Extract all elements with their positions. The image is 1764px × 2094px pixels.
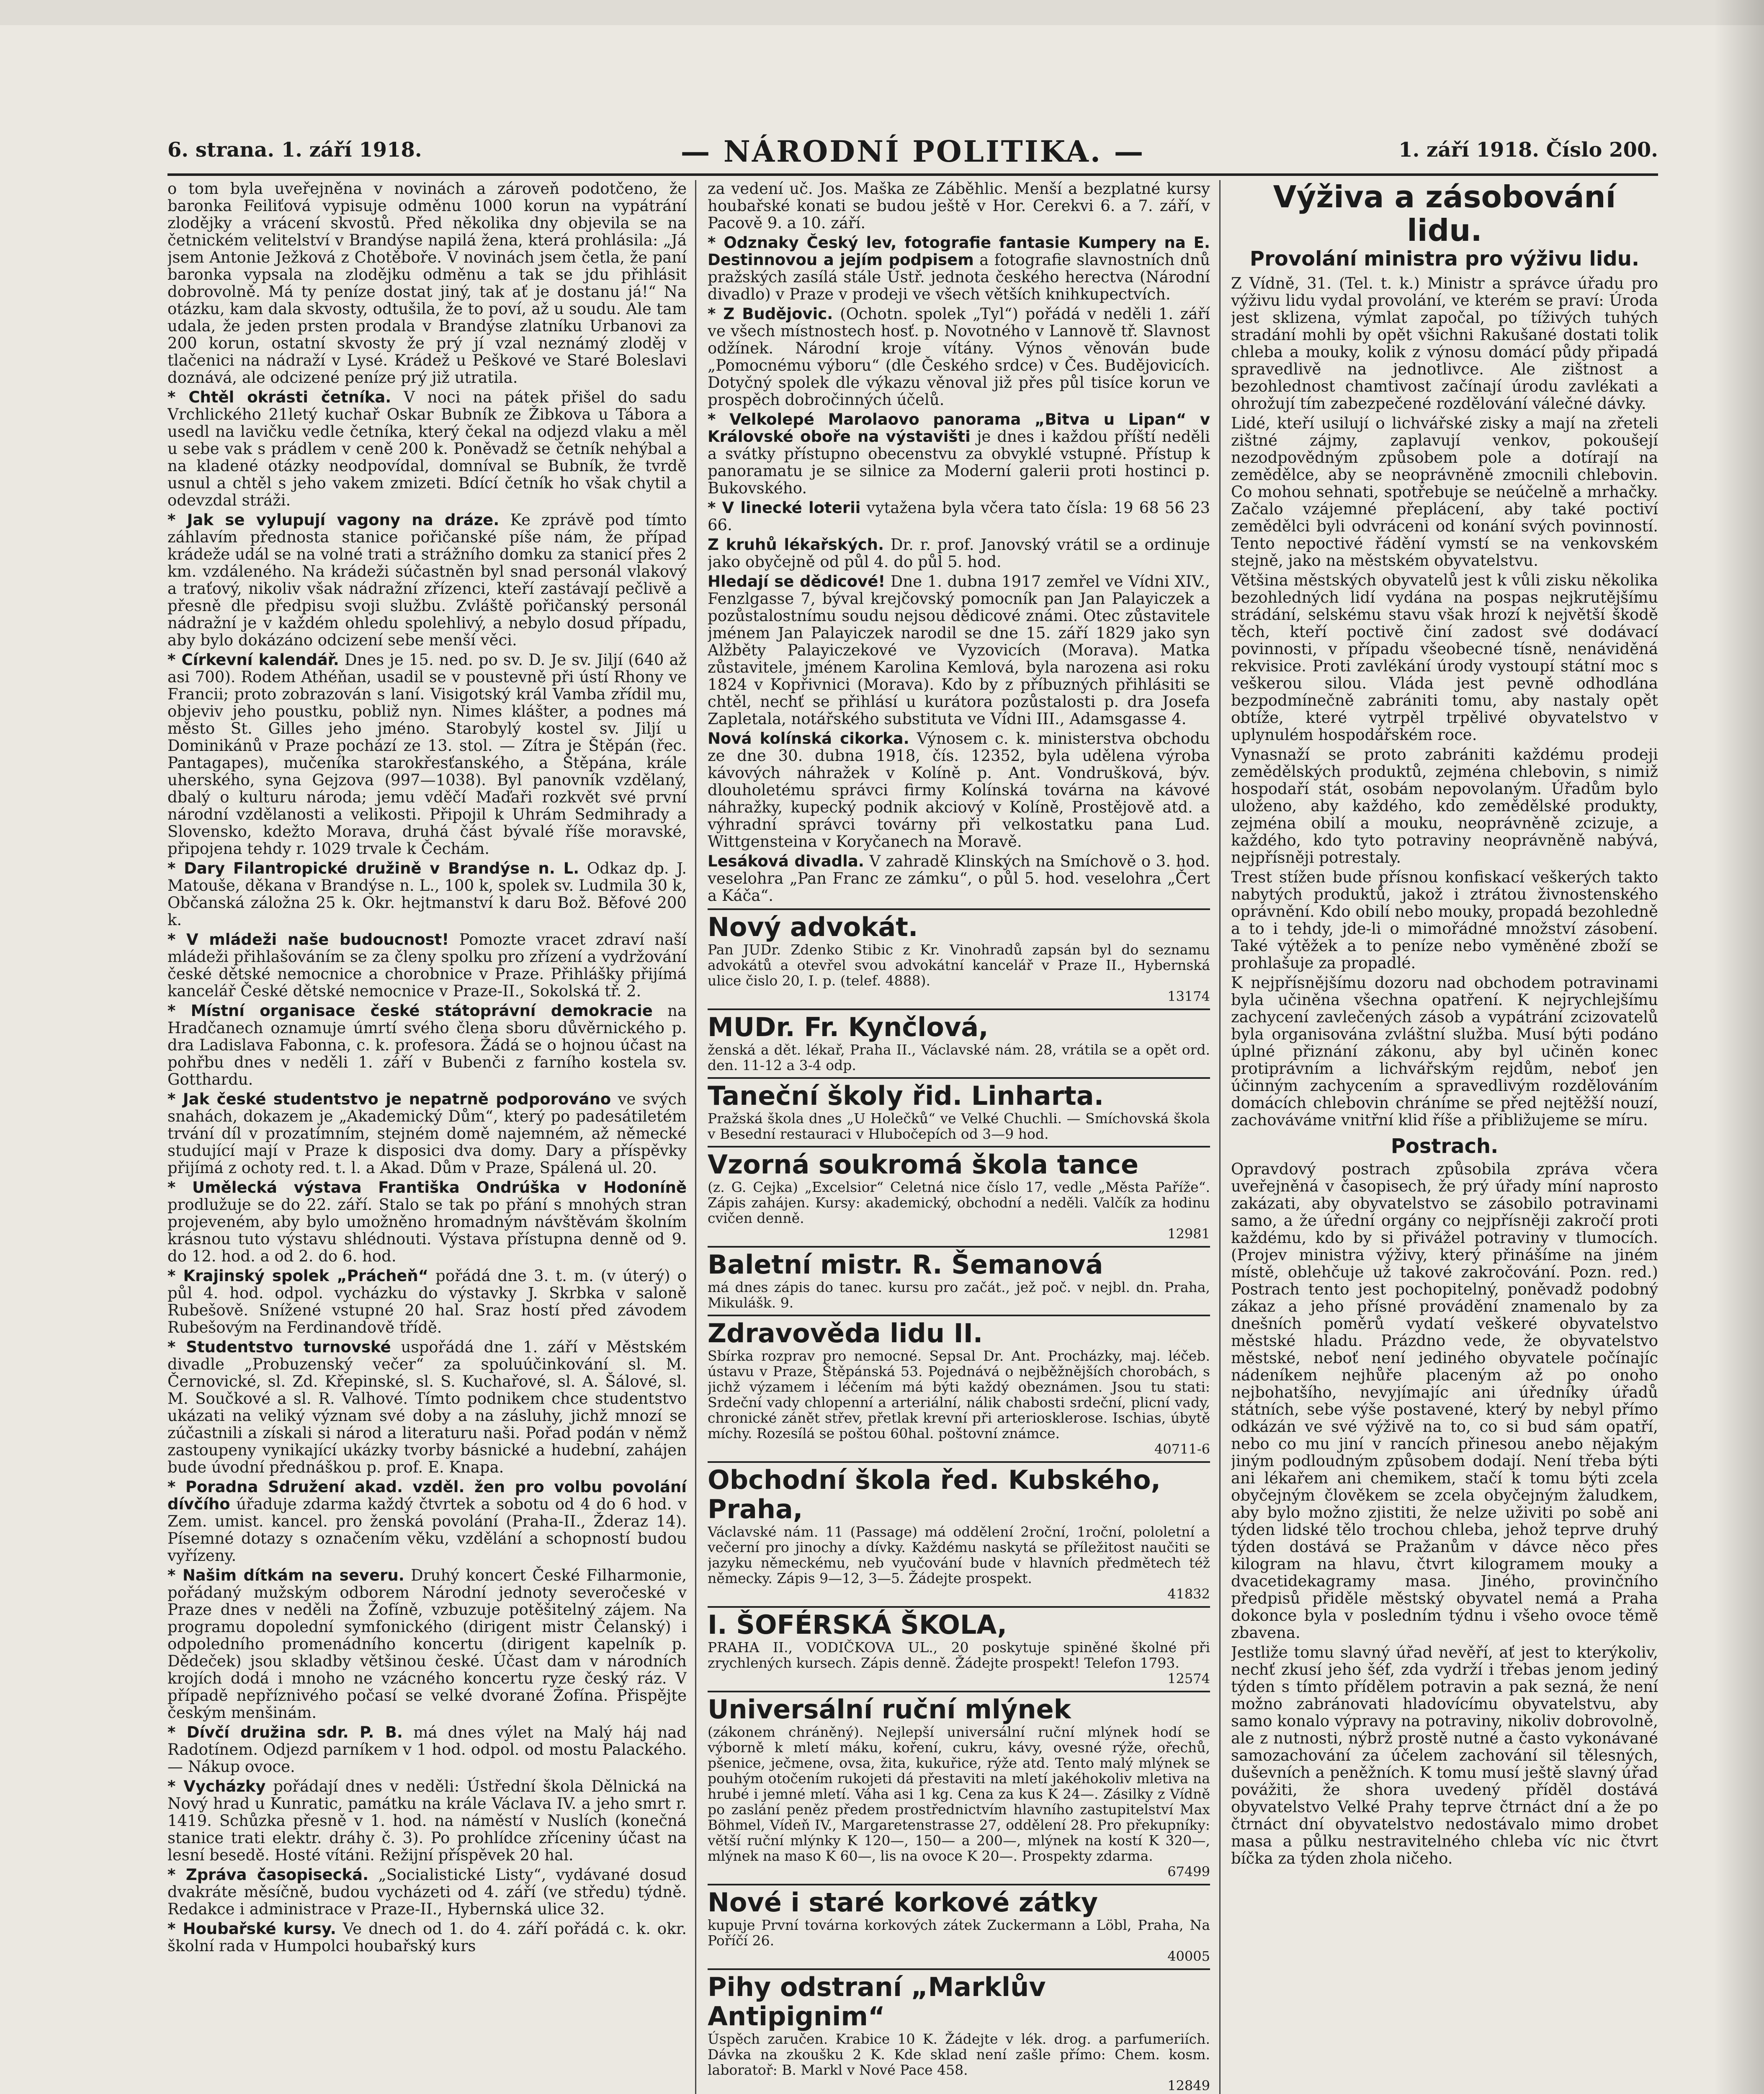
- news-item-text: vytažena byla včera tato čísla: 19 68 56 23 66.: [708, 499, 1210, 534]
- ad-text: Pražská škola dnes „U Holečků“ ve Velké Chuchli. — Smíchovská škola v Besední restauraci v Hlubočepích od 3—9 hod.: [708, 1110, 1210, 1142]
- article-paragraph: Z Vídně, 31. (Tel. t. k.) Ministr a správce úřadu pro výživu lidu vydal provolání, ve kterém se praví: Úroda jest sklizena, výmlat započal, po tíživých tuhých stradání mohli by opět všichni Rakušané dostati tolik chleba a mouky, kolik z výnosu domácí půdy připadá spravedlivě na jednotlivce. Ale zištnost a bezohlednost chamtivost začínají úrodu zavlékati a ohrožují tím zabezpečené rozdělování válečné dávky.: [1231, 274, 1658, 413]
- scan-border: [0, 0, 1764, 25]
- ad-heading: Pihy odstraní „Marklův Antipignim“: [708, 1972, 1046, 2032]
- news-item: [708, 411, 1210, 497]
- news-item: [167, 511, 687, 649]
- news-item-heading: * Dary Filantropické družině v Brandýse n. L.: [167, 859, 579, 877]
- column-rule: [1219, 180, 1221, 2094]
- news-item-heading: Hledají se dědicové!: [708, 572, 886, 591]
- page-number-date: 6. strana. 1. září 1918.: [167, 138, 422, 162]
- news-item-heading: * Z Budějovic.: [708, 305, 833, 323]
- news-item: [167, 1267, 687, 1336]
- advertisement: [708, 1315, 1210, 1457]
- column-food-supply: [1231, 180, 1658, 2094]
- news-item-text: Dnes je 15. ned. po sv. D. Je sv. Jiljí (640 až asi 700). Rodem Athéňan, usadil se v poustevně při ústí Rhony ve Francii; proto zobrazován s laní. Visigotský král Vamba zřídil mu, objeviv jeho poustku, pobliž nyn. Nimes klášter, a podnes má město St. Gilles jeho jméno. Starobylý kostel sv. Jiljí u Dominikánů v Praze pochází ze 13. stol. — Zítra je Štěpán (řec. Pantagapes), mučeníka starokřesťanského, a Štěpána, krále uherského, syna Gejzova (997—1038). Byl panovník vzdělaný, dbalý o kulturu národa; jemu vděčí Maďaři rozkvět své první národní vzdělanosti a velikosti. Připojil k Uhrám Sedmihrady a Slovensko, kdežto Morava, druhá část bývalé říše moravské, připojena tehdy r. 1029 trvale k Čechám.: [167, 651, 687, 858]
- news-item: [167, 1091, 687, 1176]
- news-item-text: za vedení uč. Jos. Maška ze Záběhlic. Menší a bezplatné kursy houbařské konati se budou ještě v Hor. Cerekvi 6. a 7. září, v Pacově 9. a 10. září.: [708, 180, 1210, 232]
- news-item-heading: * V mládeži naše budoucnost!: [167, 931, 449, 949]
- ad-text: ženská a dět. lékař, Praha II., Václavské nám. 28, vrátila se a opět ord. den. 11-12 a 3-4 odp.: [708, 1042, 1210, 1073]
- advertisement: [708, 1146, 1210, 1242]
- news-item: [167, 180, 687, 386]
- news-item-text: pořádají dnes v neděli: Ústřední škola Dělnická na Nový hrad u Kunratic, památku na krále Václava IV. a jeho smrt r. 1419. Schůzka přesně v 1. hod. na náměstí v Nuslích (konečná stanice trati elektr. dráhy č. 3). Po prohlídce zříceniny účast na lesní besedě. Hosté vítáni. Režijní příspěvek 20 hal.: [167, 1777, 687, 1864]
- article-paragraph: Opravdový postrach způsobila zpráva včera uveřejněná v časopisech, že prý úřady míní naprosto zakázati, aby obyvatelstvo se zásobilo potravinami samo, a že úřední orgány co nejpřísněji zakročí proti každému, kdo by si přivážel potraviny v tlumocích. (Projev ministra výživy, který přinášíme na jiném místě, oblehčuje už takové zakročování. Pozn. red.) Postrach tento jest pochopitelný, poněvadž podobný zákaz a jeho přísné provádění znamenalo by za dnešních poměrů vydatí veškeré obyvatelstvo městské hladu. Prázdno vede, že obyvatelstvo městské, neboť není jediného obyvatele počínajíc nádeníkem nejhůře placeným až po onoho nejbohatšího, nevyjímajíc ani úředníky úřadů státních, sebe výše postavené, který by nebyl přímo odkázán ve své výživě na to, co si bud sám opatří, nebo co mu jiní v rancích přinesou anebo nějakým jiným podloudným způsobem dodají. Není třeba býti ani lékařem ani chemikem, stačí k tomu býti zcela obyčejným člověkem se zcela obyčejným žaludkem, aby bylo možno zjistiti, že nelze uživiti po sobě ani týden lidské tělo trochou chleba, jehož teprve druhý týden dostává se Pražanům v dávce něco přes kilogram na hlavu, čtvrt kilogramem mouky a dvacetidekagramy masa. Jiného, provinčního předpisů přiděle městský obyvatel nemá a Praha dokonce byla v posledním týdnu i všeho ovoce těmě zbavena.: [1231, 1160, 1658, 1642]
- news-item-text: Dr. r. prof. Janovský vrátil se a ordinuje jako obyčejně od půl 4. do půl 5. hod.: [708, 536, 1210, 571]
- news-item-text: Pomozte vracet zdraví naší mládeži přihlašováním se za členy spolku pro zřízení a vydržování české dětské nemocnice a chorobnice v Praze. Přihlášky přijímá kancelář České dětské nemocnice v Praze-II., Sokolská tř. 2.: [167, 931, 687, 1000]
- news-item-text: uspořádá dne 1. září v Městském divadle „Probuzenský večer“ za spoluúčinkování sl. M. Černovické, sl. Zd. Křepinské, sl. S. Kuchařové, sl. A. Šálové, sl. M. Součkové a sl. R. Valhové. Tímto podnikem chce studentstvo ukázati na veliký význam své doby a na zásluhy, jichž mnozí se zúčastnili a získali si národ a literaturu naši. Pořad podán v němž zastoupeny vynikající ukázky tvorby básnické a hudební, zahájen bude úvodní přednáškou p. prof. E. Knapa.: [167, 1338, 687, 1476]
- news-item-text: V noci na pátek přišel do sadu Vrchlického 21letý kuchař Oskar Bubník ze Žibkova u Tábora a usedl na lavičku vedle četníka, který čekal na odjezd vlaku a měl u sebe vak s prádlem v ceně 200 k. Poněvadž se četník nehýbal a na kladené otázky neodpovídal, domníval se Bubník, že tvrdě usnul a chtěl s jeho vakem zmizeti. Bdící četník ho však chytil a odevzdal stráži.: [167, 388, 687, 509]
- ad-heading: MUDr. Fr. Kynčlová,: [708, 1012, 989, 1042]
- advertisement: [708, 1008, 1210, 1073]
- ad-text: Václavské nám. 11 (Passage) má oddělení 2roční, 1roční, pololetní a večerní pro jinochy a dívky. Každému naskytá se příležitost naučiti se jazyku německému, neb vyučování bude v hlavních předmětech též německy. Zápis 9—12, 3—5. Žádejte prospekt.: [708, 1524, 1210, 1586]
- ad-heading: Zdravověda lidu II.: [708, 1318, 983, 1349]
- news-item: [167, 1866, 687, 1918]
- advertisement: [708, 1884, 1210, 1964]
- news-item: [708, 180, 1210, 232]
- article-paragraph: Lidé, kteří usilují o lichvářské zisky a mají na zřeteli zištné zájmy, zaplavují venkov, pokoušejí nezodpovědným způsobem pole a dotírají na zemědělce, aby se neoprávněně zmocnili chlebovin. Co mohou sehnati, spotřebuje se neúčelně a mrhačky. Začalo vzájemné přeplácení, aby také poctiví zemědělci byli odvráceni od konání svých povinností. Tento nepoctivé řádění vymstí se na venkovském stejně, jako na městském obyvatelstvu.: [1231, 414, 1658, 570]
- news-item-text: (Ochotn. spolek „Tyl“) pořádá v neděli 1. září ve všech místnostech hosť. p. Novotného v Lannově tř. Slavnost odžínek. Národní kroje vítány. Výnos věnován bude „Pomocnému výboru“ (dle Českého srdce) v Čes. Budějovicích. Dotyčný spolek dle výkazu věnoval již přes půl tisíce korun ve prospěch dobročinných účelů.: [708, 305, 1210, 409]
- news-item-heading: * Chtěl okrásti četníka.: [167, 388, 391, 406]
- ad-text: Pan JUDr. Zdenko Stibic z Kr. Vinohradů zapsán byl do seznamu advokátů a otevřel svou advokátní kancelář v Praze II., Hybernská ulice čislo 20, I. p. (telef. 4888).: [708, 941, 1210, 989]
- news-item: [167, 651, 687, 857]
- news-item-heading: * Poradna Sdružení akad. vzděl. žen pro volbu povolání dívčího: [167, 1478, 687, 1513]
- ad-heading: Nové i staré korkové zátky: [708, 1887, 1098, 1918]
- advertisement: [708, 1968, 1210, 2094]
- news-item-text: o tom byla uveřejněna v novinách a zároveň podotčeno, že baronka Feiliťová vypisuje odměnu 1000 korun na vypátrání zlodějky a vrácení skvostů. Před několika dny objevila se na četnickém velitelství v Brandýse napilá žena, která prohlásila: „Já jsem Antonie Ježková z Chotěboře. V novinách jsem četla, že paní baronka vypsala na zlodějku odměnu a tak se jdu přihlásit dobrovolně. Má ty peníze dostat jiný, tak ať je dostanu já!“ Na otázku, kam dala skvosty, odtušila, že to poví, až u soudu. Ale tam udala, že jeden prsten prodala v Brandýse zlatníku Urbanovi za 200 korun, ostatní skvosty že prý jí vzal neznámý zloděj v tlačenici na nádraží v Lysé. Krádež u Peškové ve Staré Boleslavi doznává, ale odcizené peníze prý již utratila.: [167, 180, 687, 387]
- news-item: [167, 860, 687, 928]
- news-item-text: Odkaz dp. J. Matouše, děkana v Brandýse n. L., 100 k, spolek sv. Ludmila 30 k, Občanská záložna 25 k. Okr. hejtmanství k daru Bož. Běfové 200 k.: [167, 859, 687, 929]
- article-paragraph: Trest stížen bude přísnou konfiskací veškerých takto nabytých produktů, jakož i ztrátou živnostenského oprávnění. Kdo obilí nebo mouky, propadá bezohledně a to i tehdy, jde-li o mimořádné množství zásobení. Také výtěžek a to peníze nebo vyměněné zboží se prohlašuje za propadlé.: [1231, 868, 1658, 972]
- news-item: [167, 931, 687, 1000]
- masthead-rule: [167, 173, 1658, 176]
- masthead: [167, 134, 1658, 174]
- news-item: [167, 1724, 687, 1775]
- news-item: [167, 1338, 687, 1476]
- ad-number: 13174: [1167, 988, 1210, 1004]
- ad-text: (z. G. Cejka) „Excelsior“ Celetná nice číslo 17, vedle „Města Paříže“. Zápis zahájen. Kursy: akademický, obchodní a neděli. Valčík za hodinu cvičen denně.: [708, 1179, 1210, 1226]
- news-item: [167, 1920, 687, 1955]
- news-item-text: Výnosem c. k. ministerstva obchodu ze dne 30. dubna 1918, čís. 12352, byla udělena výroba kávových náhražek v Kolíně p. Ant. Vondrušková, býv. dlouholetému správci firmy Kolínská továrna na kávové náhražky, kupecký podnik akciový v Kolíně, Prostějově atd. a výhradní správci továrny při velkostatku pana Lud. Wittgensteina v Koryčanech na Moravě.: [708, 730, 1210, 851]
- ad-number: 12981: [1167, 1226, 1210, 1242]
- news-item-text: Druhý koncert České Filharmonie, pořádaný mužským odborem Národní jednoty severočeské v Praze dnes v neděli na Žofíně, vzbuzuje potěšitelný zájem. Na programu dopolední symfonického (dirigent mistr Čelanský) i odpoledního promenádního koncertu (dirigent kapelník p. Dědeček) jsou skladby většinou české. Účast dam v národních krojích dodá i mnoho ne vzácného koncertu ryze český ráz. V případě nepříznivého počasí se velké dvorané Žofína. Přispějte českým menšinám.: [167, 1566, 687, 1722]
- news-item-heading: * Umělecká výstava Františka Ondrúška v Hodoníně: [167, 1179, 687, 1197]
- news-item: [167, 1002, 687, 1088]
- ad-number: 12574: [1167, 1671, 1210, 1687]
- issue-date-number: 1. září 1918. Číslo 200.: [1398, 138, 1658, 162]
- ad-number: 41832: [1167, 1586, 1210, 1602]
- news-item: [708, 573, 1210, 727]
- ad-text: (zákonem chráněný). Nejlepší universální ruční mlýnek hodí se výborně k mletí máku, koření, cukru, kávy, ovesné rýže, ořechů, pšenice, ječmene, ovsa, žita, kukuřice, rýže atd. Tento malý mlýnek se pouhým otočením rukojeti dá přestaviti na mletí jakéhokoliv mletiva na hrubé i jemné mletí. Váha asi 1 kg. Cena za kus K 24—. Zásilky z Vídně po zaslání peněz předem prostřednictvím hlavního zastupitelství Max Böhmel, Vídeň IV., Margaretenstrasse 27, oddělení 28. Pro překupníky: větší ruční mlýnky K 120—, 150— a 200—, mlýnek na kostí K 320—, mlýnek na maso K 60—, lis na ovoce K 20—. Prospekty zdarma.: [708, 1724, 1210, 1864]
- news-item-heading: * Odznaky Český lev, fotografie fantasie Kumpery na E. Destinnovou a jejím podpisem: [708, 234, 1210, 269]
- news-item-heading: Nová kolínská cikorka.: [708, 730, 909, 748]
- news-item-text: V zahradě Klinských na Smíchově o 3. hod. veselohra „Pan Franc ze zámku“, o půl 5. hod. veselohra „Čert a Káča“.: [708, 852, 1210, 905]
- news-item: [167, 1567, 687, 1721]
- news-item-heading: * V linecké loterii: [708, 499, 861, 517]
- news-item-text: Ke zprávě pod tímto záhlavím přednosta stanice pořičanské píše nám, že případ krádeže udál se na volné trati a strážního domku za stanicí přes 2 km. vzdáleného. Na krádeži súčastněn byl snad personál vlakový a traťový, nikoliv však nádražní zřízenci, kteří zastávají pečlivě a přesně dle předpisu svoji službu. Zvláště pořičanský personál nádražní je v každém ohledu spolehlivý, a nebylo dosud případu, aby bylo dokázáno odcizení sebe menší věci.: [167, 511, 687, 649]
- news-item-heading: * Vycházky: [167, 1777, 266, 1795]
- news-item-heading: * Zpráva časopisecká.: [167, 1866, 369, 1884]
- newspaper-title: — NÁRODNÍ POLITIKA. —: [680, 134, 1145, 169]
- news-item-text: prodlužuje se do 22. září. Stalo se tak po přání s mnohých stran projeveném, aby bylo umožněno hromadným návštěvám školním krásnou tuto výstavu shlédnouti. Výstava přístupna denně od 9. do 12. hod. a od 2. do 6. hod.: [167, 1196, 687, 1265]
- news-item-text: pořádá dne 3. t. m. (v úterý) o půl 4. hod. odpol. vycházku do výstavky J. Skrbka v saloně Rubešově. Snížené vstupné 20 hal. Sraz hostí před závodem Rubešovým na Ferdinandově třídě.: [167, 1267, 687, 1336]
- ad-text: má dnes zápis do tanec. kursu pro začát., jež poč. v nejbl. dn. Praha, Mikulášk. 9.: [708, 1279, 1210, 1311]
- news-item-text: úřaduje zdarma každý čtvrtek a sobotu od 4 do 6 hod. v Zem. umist. kancel. pro ženská povolání (Praha-II., Žderaz 14). Písemné dotazy s označením věku, vzdělání a schopností budou vyřízeny.: [167, 1495, 687, 1565]
- news-item-heading: * Našim dítkám na severu.: [167, 1566, 404, 1584]
- news-item: [708, 305, 1210, 408]
- news-item-heading: Lesáková divadla.: [708, 852, 864, 870]
- news-item-text: má dnes výlet na Malý háj nad Radotínem. Odjezd parníkem v 1 hod. odpol. od mostu Palackého. — Nákup ovoce.: [167, 1723, 687, 1776]
- news-item: [708, 730, 1210, 850]
- ad-text: Sbírka rozprav pro nemocné. Sepsal Dr. Ant. Procházky, maj. léčeb. ústavu v Praze, Štěpánská 53. Pojednává o nejběžnějších chorobách, s jichž výzamem i léčením má býti každý obeznámen. Jsou tu stati: Srdeční vady chlopenní a arteriální, nálik chabosti srdeční, plicní vady, chronické zánět střev, přetlak krevní při arteriosklerose. Ischias, úbytě míchy. Rozesílá se poštou 60hal. poštovní známce.: [708, 1348, 1210, 1442]
- news-item: [167, 1778, 687, 1864]
- ad-heading: Universální ruční mlýnek: [708, 1694, 1071, 1725]
- news-item-text: ve svých snahách, dokazem je „Akademický Dům“, který po padesátiletém trvání díl v prozatímním, stejném domě najemném, až německé studující mají v Praze k disposici dva domy. Dary a příspěvky přijímá z ochoty red. t. l. a Akad. Dům v Praze, Spálená ul. 20.: [167, 1090, 687, 1177]
- advertisement: [708, 1461, 1210, 1602]
- article-paragraph: Většina městských obyvatelů jest k vůli zisku několika bezohledných lidí vydána na pospas nejkrutějšímu strádání, selskému stavu však hrozí k největší škodě těch, kteří poctivě činí zadost své dodávací povinnosti, v případu všeobecné tísně, nenáviděná rekvisice. Proti zavlékání úrody vystoupí státní moc s veškerou silou. Vláda jest pevně odhodlána bezpodmínečně zabrániti tomu, aby nastaly opět obtíže, které vytrpěl trpělivé obyvatelstvo v uplynulém hospodářském roce.: [1231, 571, 1658, 744]
- advertisement: [708, 1691, 1210, 1880]
- news-item-heading: * Místní organisace české státoprávní demokracie: [167, 1002, 653, 1020]
- ad-text: PRAHA II., VODIČKOVA UL., 20 poskytuje spiněné školné při zrychlených kursech. Zápis denně. Žádejte prospekt! Telefon 1793.: [708, 1639, 1210, 1671]
- news-item-text: Ve dnech od 1. do 4. září pořádá c. k. okr. školní rada v Humpolci houbařský kurs: [167, 1920, 687, 1955]
- column-rule: [695, 180, 696, 2094]
- news-item: [708, 499, 1210, 534]
- news-item-text: Dne 1. dubna 1917 zemřel ve Vídni XIV., Fenzlgasse 7, býval krejčovský pomocník pan Jan Palayiczek a pozůstalostnímu soudu nejsou dědicové známi. Otec zůstavitele jménem Jan Palayiczek narodil se dne 15. září 1829 jako syn Alžběty Palayiczekové ve Vyzovicích (Morava). Matka zůstavitele, jménem Karolina Kemlová, byla narozena asi roku 1824 v Kopřivnici (Morava). Kdo by z příbuzných přihlásiti se chtěl, nechť se přihlásí u kurátora pozůstalosti p. dra Josefa Zapletala, notářského substituta ve Vídni III., Adamsgasse 4.: [708, 572, 1210, 728]
- news-item: [708, 853, 1210, 904]
- news-item-heading: * Velkolepé Marolaovo panorama „Bitva u Lipan“ v Královské oboře na výstavišti: [708, 410, 1210, 446]
- advertisement: [708, 1606, 1210, 1687]
- news-item: [167, 1478, 687, 1564]
- news-item-text: a fotografie slavnostních dnů pražských zasílá stále Ústř. jednota českého herectva (Národní divadlo) v Praze v prodeji ve všech větších knihkupectvích.: [708, 251, 1210, 303]
- news-item-heading: * Studentstvo turnovské: [167, 1338, 391, 1356]
- advertisement: [708, 1246, 1210, 1310]
- column-news-and-ads: [708, 180, 1210, 2094]
- section-heading: Postrach.: [1391, 1135, 1499, 1158]
- news-item-heading: * Dívčí družina sdr. P. B.: [167, 1723, 403, 1741]
- news-item-heading: * Jak se vylupují vagony na dráze.: [167, 511, 500, 529]
- news-item-text: na Hradčanech oznamuje úmrtí svého člena sboru důvěrnického p. dra Ladislava Fabonna, c. k. profesora. Žádá se o hojnou účast na pohřbu dnes v neděli 1. září v Bubenči z farního kostela sv. Gotthardu.: [167, 1002, 687, 1088]
- page-edge-shadow: [1714, 0, 1764, 2094]
- news-item-heading: * Krajinský spolek „Prácheň“: [167, 1267, 429, 1285]
- news-item: [167, 1179, 687, 1265]
- news-item-heading: * Jak české studentstvo je nepatrně podporováno: [167, 1090, 611, 1108]
- ad-heading: Taneční školy řid. Linharta.: [708, 1081, 1104, 1111]
- ad-heading: I. ŠOFÉRSKÁ ŠKOLA,: [708, 1609, 1007, 1640]
- advertisement: [708, 908, 1210, 1004]
- ad-text: kupuje První továrna korkových zátek Zuckermann a Löbl, Praha, Na Poříčí 26.: [708, 1917, 1210, 1949]
- column-local-news: [167, 180, 687, 2094]
- ad-heading: Obchodní škola řed. Kubského, Praha,: [708, 1465, 1161, 1524]
- news-item-text: „Socialistické Listy“, vydávané dosud dvakráte měsíčně, budou vycházeti od 4. září (ve středu) týdně. Redakce i administrace v Praze-II., Hybernská ulice 32.: [167, 1866, 687, 1918]
- article-subtitle: Provolání ministra pro výživu lidu.: [1249, 247, 1640, 271]
- advertisement: [708, 1077, 1210, 1142]
- ad-text: Úspěch zaručen. Krabice 10 K. Žádejte v lék. drog. a parfumeriích. Dávka na zkoušku 2 K. Kde sklad není zašle přímo: Chem. kosm. laboratoř: B. Markl v Nové Pace 458.: [708, 2031, 1210, 2078]
- article-title: Výživa a zásobování lidu.: [1273, 180, 1616, 248]
- news-item: [167, 389, 687, 509]
- ad-number: 67499: [1167, 1864, 1210, 1880]
- news-item-heading: * Církevní kalendář.: [167, 651, 339, 669]
- ad-heading: Vzorná soukromá škola tance: [708, 1149, 1139, 1180]
- article-paragraph: Vynasnaží se proto zabrániti každému prodeji zemědělských produktů, zejména chlebovin, s nimiž hospodaří stát, osobám nepovolaným. Úřadům bylo uloženo, aby každého, kdo zemědělské produkty, zejména obilí a mouku, neoprávněně zcizuje, a každého, kdo tyto potraviny neoprávněně nabývá, nejpřísněji potrestaly.: [1231, 745, 1658, 866]
- ad-number: 12849: [1167, 2078, 1210, 2094]
- ad-number: 40005: [1167, 1948, 1210, 1964]
- ad-heading: Nový advokát.: [708, 912, 918, 942]
- news-item-heading: Z kruhů lékařských.: [708, 536, 884, 554]
- news-item: [708, 536, 1210, 570]
- article-paragraph: Jestliže tomu slavný úřad nevěří, ať jest to kterýkoliv, nechť zkusí jeho šéf, zda vydrží i třebas jenom jediný týden s tímto přídělem potravin a pak sezná, že není možno zabránovati hladovícímu obyvatelstvu, aby samo konalo výpravy na potraviny, nikoliv dobrovolně, ale z nutnosti, nýbrž prostě nutné a často vykonávané samozachování za účelem zachování sil tělesných, duševních a peněžních. K tomu musí ještě slavný úřad povážiti, že shora uvedený příděl dostává obyvatelstvo Velké Prahy teprve čtrnáct dní a že po čtrnáct dní obyvatelstvo nedostávalo mimo drobet masa a půlku nestravitelného chleba víc nic čtvrt bíčka za týden zhola ničeho.: [1231, 1643, 1658, 1867]
- ad-number: 40711-6: [1154, 1441, 1210, 1457]
- news-item-heading: * Houbařské kursy.: [167, 1920, 336, 1938]
- article-paragraph: K nejpřísnějšímu dozoru nad obchodem potravinami byla učiněna všechna opatření. K nejrychlejšímu zachycení zavlečených zásob a vypátrání zcizovatelů byla organisována zvláštní služba. Musí býti podáno úplné přiznání zákonu, aby byl učiněn konec protiprávním a lichvářským rejdům, neboť jen účinným zachycením a spravedlivým rozdělováním domácích chlebovin chráníme se před nejtěžší nouzí, zachováváme vnitřní klid říše a přibližujeme se míru.: [1231, 974, 1658, 1129]
- ad-heading: Baletní mistr. R. Šemanová: [708, 1249, 1103, 1280]
- news-item-text: je dnes i každou příští neděli a svátky přístupno obecenstvu za obvyklé vstupné. Přístup k panoramatu je se silnice za Moderní galerii proti hostinci p. Bukovského.: [708, 428, 1210, 497]
- news-item: [708, 234, 1210, 303]
